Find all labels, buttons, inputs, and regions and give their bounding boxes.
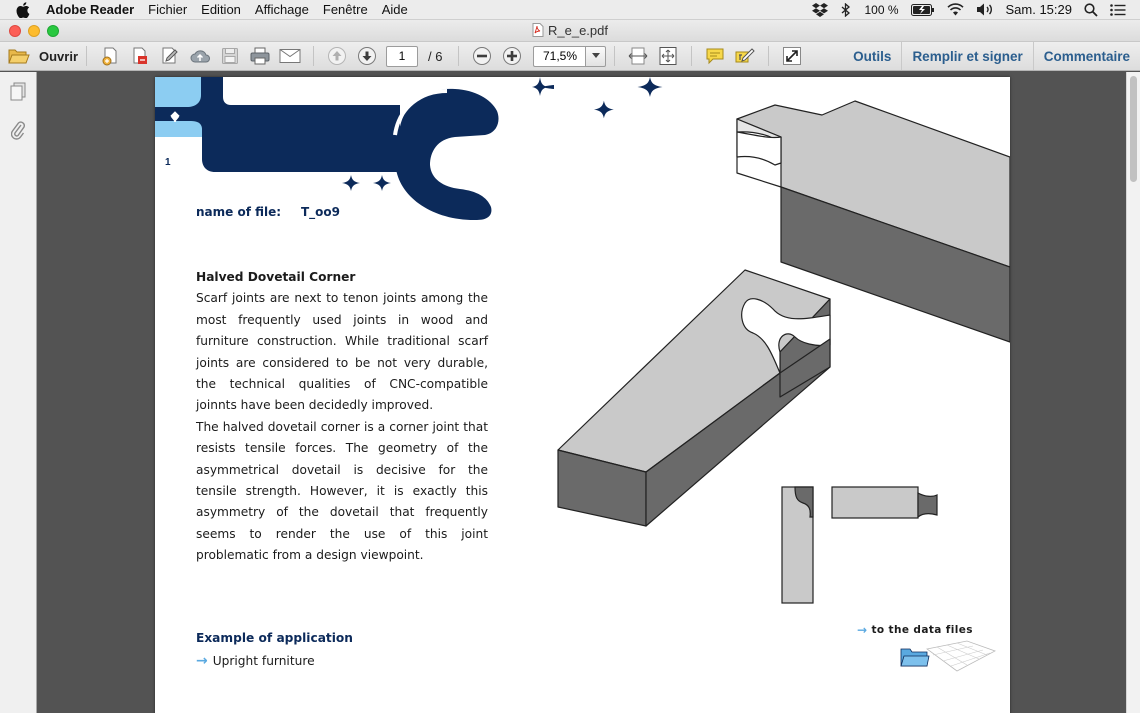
arrow-right-icon: → (196, 653, 208, 669)
example-heading: Example of application (196, 631, 353, 645)
attachments-paperclip-icon[interactable] (9, 120, 27, 140)
page-thumbnails-icon[interactable] (9, 82, 27, 102)
create-pdf-button[interactable] (97, 44, 123, 68)
clock[interactable]: Sam. 15:29 (1005, 2, 1072, 17)
toolbar-separator (313, 46, 314, 66)
document-viewport[interactable] (38, 72, 1126, 713)
plus-circle-icon (502, 46, 522, 66)
body-paragraph-1: Scarf joints are next to tenon joints among the most frequently used joints in wood and furniture construction. While traditional scarf joints are considered to be not very durable, the technical qualities of CNC-compatible joinnts have been decidedly improved. (196, 291, 488, 413)
pdf-page (155, 77, 1010, 713)
window-titlebar (0, 20, 1140, 42)
section-heading: Halved Dovetail Corner (196, 270, 356, 284)
navigation-panel (0, 72, 37, 713)
menu-aide[interactable]: Aide (381, 2, 408, 17)
page-number-input[interactable]: 1 (386, 46, 418, 67)
arrow-right-icon: → (857, 623, 868, 637)
toolbar-separator (768, 46, 769, 66)
cloud-upload-button[interactable] (187, 44, 213, 68)
page-total: / 6 (428, 48, 443, 64)
export-pdf-button[interactable] (127, 44, 153, 68)
edit-pdf-button[interactable] (157, 44, 183, 68)
zoom-out-button[interactable] (469, 44, 495, 68)
comment-link[interactable]: Commentaire (1033, 42, 1140, 70)
tools-link[interactable]: Outils (853, 48, 892, 64)
save-button[interactable] (217, 44, 243, 68)
open-button-label: Ouvrir (39, 48, 79, 64)
spotlight-search-icon[interactable] (1084, 3, 1098, 17)
battery-percent: 100 % (864, 2, 899, 17)
toolbar-separator (691, 46, 692, 66)
fill-and-sign-link[interactable]: Remplir et signer (901, 42, 1032, 70)
scrollbar-thumb[interactable] (1130, 76, 1137, 182)
arrow-down-circle-icon (357, 46, 377, 66)
body-text-block (196, 267, 488, 567)
example-link-text: Upright furniture (212, 654, 315, 668)
chevron-down-icon (592, 53, 600, 59)
open-button[interactable] (8, 47, 78, 65)
folder-open-icon (8, 47, 30, 65)
highlight-text-button[interactable] (732, 44, 758, 68)
export-pdf-icon (130, 46, 150, 66)
menubar-status-area (812, 2, 1126, 17)
print-button[interactable] (247, 44, 273, 68)
pdf-file-icon (532, 23, 544, 40)
menu-affichage[interactable]: Affichage (254, 2, 309, 17)
cloud-upload-icon (189, 47, 211, 65)
fit-width-icon (628, 46, 648, 66)
vertical-scrollbar[interactable] (1126, 72, 1140, 713)
apple-icon[interactable] (16, 2, 30, 18)
edit-pdf-icon (160, 46, 180, 66)
dropbox-icon[interactable] (812, 3, 828, 17)
header-logo-graphic (155, 77, 499, 220)
create-pdf-icon (100, 46, 120, 66)
page-number-label: 1 (165, 157, 171, 168)
minus-circle-icon (472, 46, 492, 66)
zoom-dropdown-button[interactable] (585, 46, 606, 67)
toolbar-right-panel-links (843, 42, 1140, 70)
window-title-text: R_e_e.pdf (548, 23, 608, 38)
data-files-link[interactable] (857, 623, 973, 637)
toolbar-separator (458, 46, 459, 66)
next-page-button[interactable] (354, 44, 380, 68)
arrow-up-circle-icon (327, 46, 347, 66)
fit-width-button[interactable] (625, 44, 651, 68)
sticky-note-icon (705, 47, 725, 65)
data-files-link-text: to the data files (871, 624, 973, 636)
zoom-level-input[interactable]: 71,5% (533, 46, 585, 67)
system-menubar (0, 0, 1140, 20)
fit-page-button[interactable] (655, 44, 681, 68)
toolbar-separator (614, 46, 615, 66)
save-icon (221, 47, 239, 65)
print-icon (250, 47, 270, 65)
file-name-label: name of file: (196, 205, 282, 219)
window-title (0, 23, 1140, 40)
add-note-button[interactable] (702, 44, 728, 68)
menu-fichier[interactable]: Fichier (148, 2, 188, 17)
main-toolbar (0, 42, 1140, 71)
fit-page-icon (658, 46, 678, 66)
menu-fenetre[interactable]: Fenêtre (322, 2, 368, 17)
toolbar-separator (86, 46, 87, 66)
notification-center-icon[interactable] (1110, 4, 1126, 16)
folder-grid-icon[interactable] (897, 637, 997, 677)
previous-page-button[interactable] (324, 44, 350, 68)
dovetail-joint-illustration (558, 101, 1010, 526)
highlighter-icon (735, 47, 755, 65)
full-screen-button[interactable] (779, 44, 805, 68)
cross-section-diagrams (782, 487, 937, 603)
menubar-app-name[interactable]: Adobe Reader (46, 2, 135, 17)
email-icon (279, 48, 301, 64)
volume-icon[interactable] (976, 3, 994, 16)
menu-edition[interactable]: Edition (201, 2, 241, 17)
example-link[interactable] (196, 653, 315, 669)
wifi-icon[interactable] (947, 3, 964, 16)
email-button[interactable] (277, 44, 303, 68)
body-paragraph-2: The halved dovetail corner is a corner joint that resists tensile forces. The geometry of the asymmetrical dovetail is decisive for the tensile strength. However, it is exactly this asymmetry of the dovetail that frequently seems to render the use of this joint problematic from a design viewpoint. (196, 419, 488, 563)
bluetooth-icon[interactable] (840, 3, 852, 17)
zoom-in-button[interactable] (499, 44, 525, 68)
battery-icon[interactable] (911, 4, 935, 16)
file-name-value: T_oo9 (301, 205, 341, 219)
expand-icon (782, 46, 802, 66)
